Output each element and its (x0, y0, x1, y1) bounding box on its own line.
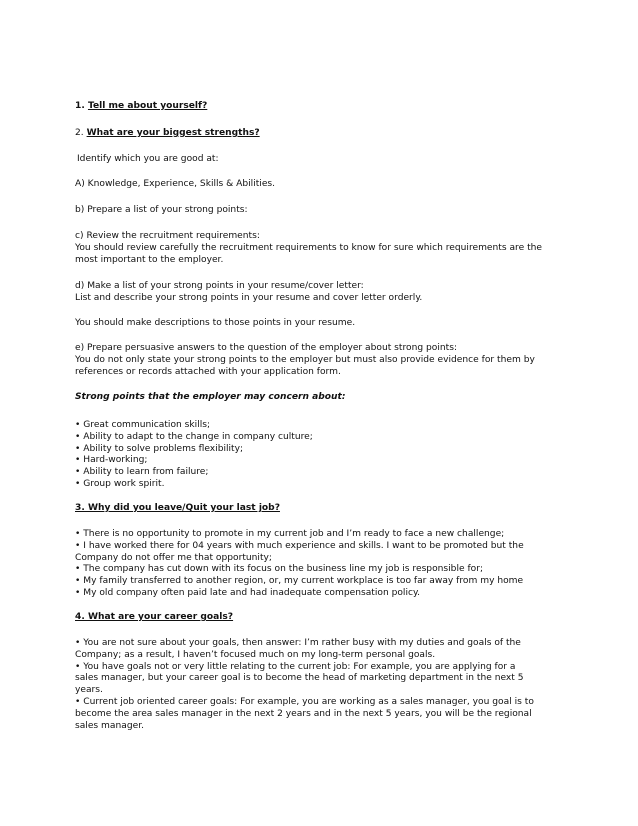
list-item: • Hard-working; (75, 455, 148, 466)
list-item: • You have goals not or very little relating to the current job: For example, you are applying for a (75, 661, 516, 672)
list-item: • You are not sure about your goals, then answer: I’m rather busy with my duties and goals of the (75, 638, 521, 648)
list-item: • Group work spirit. (75, 478, 165, 489)
list-item: Company do not offer me that opportunity; (75, 552, 272, 563)
list-item: • Great communication skills; (75, 420, 211, 430)
list-item: • My family transferred to another region, or, my current workplace is too far away from my home (75, 576, 524, 587)
question-2 (75, 128, 569, 140)
point-d (75, 281, 569, 305)
point-e-heading: e) Prepare persuasive answers to the question of the employer about strong points: (75, 343, 458, 353)
question-3 (75, 503, 569, 515)
question-1-title: Tell me about yourself? (87, 101, 208, 111)
list-item: • There is no opportunity to promote in my current job and I’m ready to face a new challenge; (75, 529, 505, 539)
question-1 (75, 101, 569, 113)
point-d-line: List and describe your strong points in your resume and cover letter orderly. (75, 292, 423, 303)
list-item: sales manager, but your career goal is to become the head of marketing department in the next 5 (75, 673, 524, 684)
list-item: • Ability to solve problems flexibility; (75, 443, 244, 454)
list-item: become the area sales manager in the next 2 years and in the next 5 years, you will be the regional (75, 708, 532, 719)
list-item: years. (75, 685, 103, 696)
list-item: • The company has cut down with its focus on the business line my job is responsible for; (75, 564, 484, 575)
question-4-title: 4. What are your career goals? (75, 612, 234, 622)
point-a: A) Knowledge, Experience, Skills & Abilities. (75, 179, 276, 189)
identify-text: Identify which you are good at: (77, 154, 219, 164)
point-b: b) Prepare a list of your strong points: (75, 205, 248, 215)
question-1-number: 1. (75, 101, 85, 111)
descriptions-text: You should make descriptions to those points in your resume. (75, 318, 356, 328)
point-e-line: You do not only state your strong points to the employer but must also provide evidence for them by (75, 354, 535, 365)
question-4 (75, 612, 569, 624)
point-c-line: most important to the employer. (75, 254, 224, 265)
point-e-line: references or records attached with your application form. (75, 366, 341, 377)
strong-points-heading: Strong points that the employer may concern about: (75, 392, 346, 402)
point-c-heading: c) Review the recruitment requirements: (75, 231, 260, 241)
point-c-line: You should review carefully the recruitment requirements to know for sure which requirements are the (75, 242, 543, 253)
list-item: • Ability to adapt to the change in company culture; (75, 431, 313, 442)
list-item: • I have worked there for 04 years with much experience and skills. I want to be promoted but the (75, 540, 524, 551)
question-4-answers (75, 638, 569, 732)
list-item: Company; as a result, I haven’t focused much on my long-term personal goals. (75, 649, 436, 660)
point-e (75, 343, 569, 378)
question-2-number: 2. (75, 128, 84, 138)
strong-points-list (75, 420, 569, 491)
list-item: • Current job oriented career goals: For example, you are working as a sales manager, you goal is to (75, 696, 534, 707)
list-item: • Ability to learn from failure; (75, 467, 209, 478)
list-item: sales manager. (75, 720, 144, 731)
point-d-heading: d) Make a list of your strong points in your resume/cover letter: (75, 281, 364, 291)
question-3-title: 3. Why did you leave/Quit your last job? (75, 503, 280, 513)
list-item: • My old company often paid late and had inadequate compensation policy. (75, 587, 420, 598)
question-2-title: What are your biggest strengths? (86, 128, 260, 138)
question-3-answers (75, 529, 569, 600)
point-c (75, 231, 569, 266)
